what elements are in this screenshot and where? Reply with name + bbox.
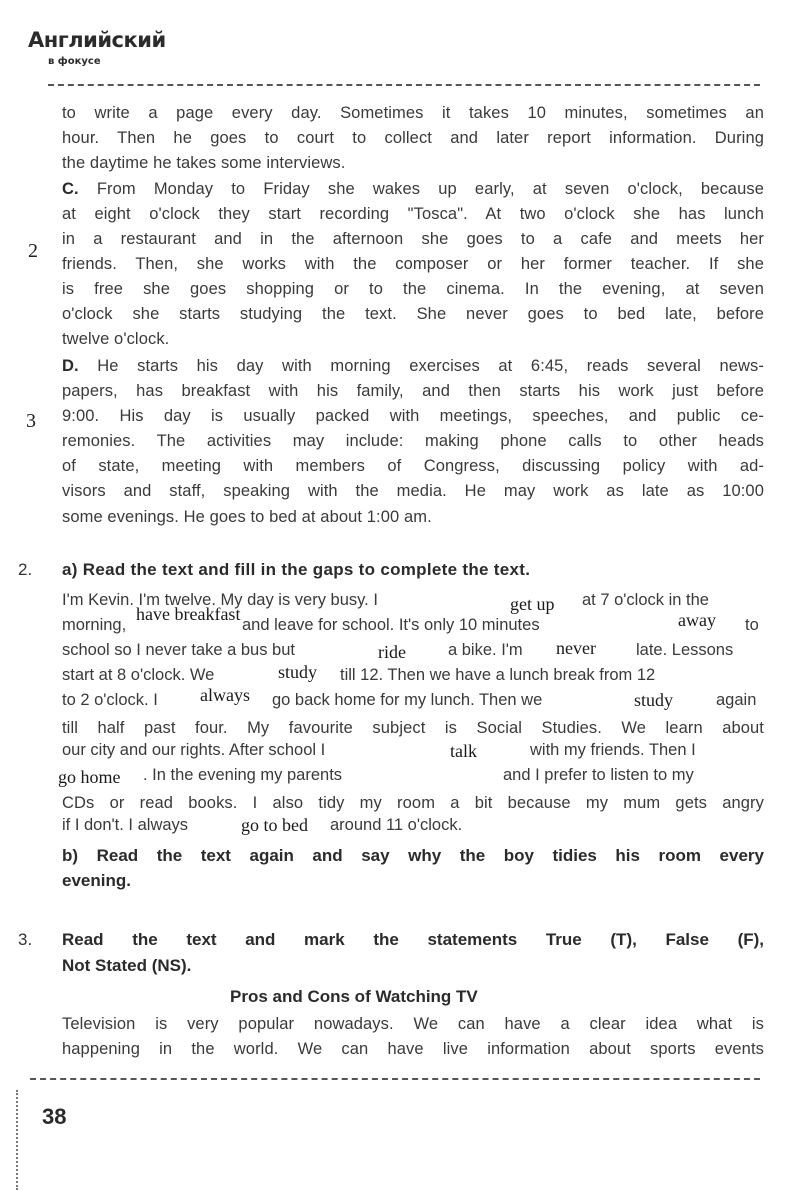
- handwritten-answer: never: [556, 638, 596, 658]
- text-d-line: remonies. The activities may include: making phone calls to other heads: [62, 432, 764, 450]
- text-d-line: D. He starts his day with morning exercises at 6:45, reads several news-: [62, 357, 764, 375]
- ex2-text-segment: if I don't. I always: [62, 816, 189, 834]
- exercise-2-task-a: a) Read the text and fill in the gaps to complete the text.: [62, 560, 531, 579]
- ex2-text-segment: a bike. I'm: [448, 641, 523, 659]
- book-logo-subtitle: в фокусе: [48, 56, 101, 67]
- text-b-line: hour. Then he goes to court to collect and later report information. During: [62, 129, 764, 147]
- ex2-text-line: till half past four. My favourite subject is Social Studies. We learn about: [62, 719, 764, 737]
- text-d-line: 9:00. His day is usually packed with meetings, speeches, and public ce-: [62, 407, 764, 425]
- ex2-text-segment: start at 8 o'clock. We: [62, 666, 215, 684]
- text-c-line: C. From Monday to Friday she wakes up early, at seven o'clock, because: [62, 180, 764, 198]
- ex2-text-segment: again: [716, 691, 757, 709]
- handwritten-answer: have breakfast: [136, 604, 241, 624]
- exercise-2-task-b-end: evening.: [62, 871, 131, 890]
- ex2-text-segment: school so I never take a bus but: [62, 641, 295, 659]
- text-d-label: D.: [62, 357, 79, 375]
- text-c-line: o'clock she starts studying the text. She never goes to bed late, before: [62, 305, 764, 323]
- margin-dots: [16, 1090, 18, 1190]
- text-d-line: of state, meeting with members of Congress, discussing policy with ad-: [62, 457, 764, 475]
- ex2-text-line: CDs or read books. I also tidy my room a bit because my mum gets angry: [62, 794, 764, 812]
- exercise-3-number: 3.: [18, 930, 33, 949]
- exercise-2-number: 2.: [18, 560, 33, 579]
- ex2-text-segment: and I prefer to listen to my: [503, 766, 694, 784]
- margin-note-2: 2: [28, 240, 38, 262]
- handwritten-answer: away: [678, 610, 716, 630]
- ex2-text-segment: our city and our rights. After school I: [62, 741, 326, 759]
- exercise-2-task-b: b) Read the text again and say why the boy tidies his room every: [62, 846, 764, 865]
- ex2-text-segment: and leave for school. It's only 10 minutes: [242, 616, 540, 634]
- ex2-text-segment: to: [745, 616, 759, 634]
- text-c-line: in a restaurant and in the afternoon she goes to a cafe and meets her: [62, 230, 764, 248]
- ex2-text-segment: around 11 o'clock.: [330, 816, 463, 834]
- exercise-3-line: Television is very popular nowadays. We can have a clear idea what is: [62, 1015, 764, 1033]
- ex2-text-segment: to 2 o'clock. I: [62, 691, 158, 709]
- handwritten-answer: get up: [510, 594, 555, 614]
- exercise-3-task-end: Not Stated (NS).: [62, 956, 192, 975]
- page-number: 38: [42, 1104, 67, 1129]
- ex2-text-segment: morning,: [62, 616, 127, 634]
- text-c-label: C.: [62, 180, 79, 198]
- ex2-text-segment: I'm Kevin. I'm twelve. My day is very busy. I: [62, 591, 378, 609]
- text-d-line: papers, has breakfast with his family, and then starts his work just before: [62, 382, 764, 400]
- handwritten-answer: ride: [378, 642, 406, 662]
- handwritten-answer: study: [634, 690, 674, 710]
- text-d-line: visors and staff, speaking with the media. He may work as late as 10:00: [62, 482, 764, 500]
- book-logo: Английский: [28, 28, 166, 52]
- ex2-text-segment: with my friends. Then I: [530, 741, 696, 759]
- handwritten-answer: talk: [450, 741, 477, 761]
- ex2-text-segment: till 12. Then we have a lunch break from 12: [340, 666, 656, 684]
- ex2-text-segment: go back home for my lunch. Then we: [272, 691, 543, 709]
- footer-divider: [30, 1078, 760, 1080]
- text-d-line: some evenings. He goes to bed at about 1:00 am.: [62, 508, 432, 526]
- text-c-line: at eight o'clock they start recording "Tosca". At two o'clock she has lunch: [62, 205, 764, 223]
- exercise-3-line: happening in the world. We can have live information about sports events: [62, 1040, 764, 1058]
- header-divider: [48, 84, 760, 86]
- ex2-text-segment: at 7 o'clock in the: [582, 591, 709, 609]
- margin-note-3: 3: [26, 410, 36, 432]
- handwritten-answer: always: [200, 685, 250, 705]
- text-b-line: to write a page every day. Sometimes it takes 10 minutes, sometimes an: [62, 104, 764, 122]
- text-c-line: friends. Then, she works with the composer or her former teacher. If she: [62, 255, 764, 273]
- exercise-3-task: Read the text and mark the statements True (T), False (F),: [62, 930, 764, 949]
- handwritten-answer: study: [278, 662, 318, 682]
- text-b-line: the daytime he takes some interviews.: [62, 154, 346, 172]
- text-c-line: is free she goes shopping or to the cinema. In the evening, at seven: [62, 280, 764, 298]
- exercise-3-title: Pros and Cons of Watching TV: [230, 987, 478, 1006]
- handwritten-answer: go home: [58, 767, 121, 787]
- ex2-text-segment: late. Lessons: [636, 641, 734, 659]
- text-c-line: twelve o'clock.: [62, 330, 170, 348]
- handwritten-answer: go to bed: [241, 815, 308, 835]
- ex2-text-segment: . In the evening my parents: [143, 766, 343, 784]
